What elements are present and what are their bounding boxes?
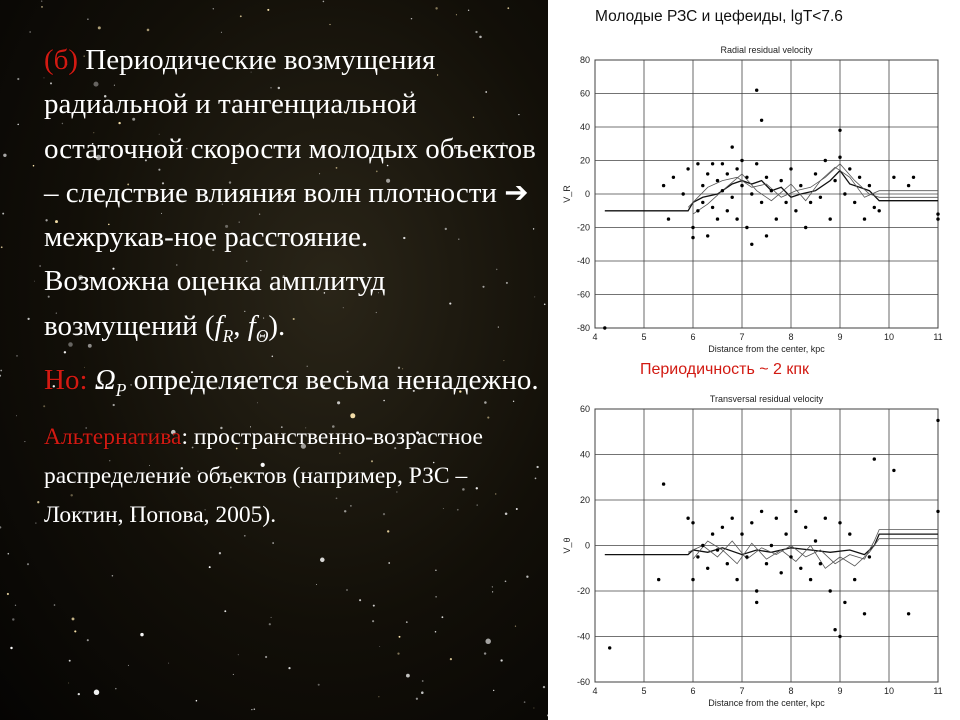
data-point	[838, 635, 841, 638]
x-tick-label: 7	[739, 332, 745, 342]
star	[233, 674, 234, 675]
data-point	[804, 226, 807, 229]
star	[128, 665, 129, 666]
y-tick-label: 0	[584, 540, 590, 551]
star	[68, 682, 69, 683]
x-tick-label: 5	[641, 332, 647, 342]
y-tick-label: -40	[576, 256, 590, 266]
paragraph-density-waves	[44, 38, 544, 259]
star	[484, 652, 486, 654]
paragraph-amplitudes: Возможна оценка амплитуд возмущений ($f_R$, $f_\Theta$).	[44, 265, 386, 346]
data-point	[603, 326, 606, 329]
star	[329, 24, 330, 25]
star	[267, 9, 269, 11]
data-point	[760, 201, 763, 204]
data-point	[863, 612, 866, 615]
star	[10, 647, 12, 649]
data-point	[814, 172, 817, 175]
star	[288, 667, 290, 669]
star	[271, 617, 272, 618]
data-point	[686, 167, 689, 170]
star	[435, 570, 437, 572]
star	[94, 690, 100, 696]
data-point	[775, 517, 778, 520]
y-axis-label: V_θ	[562, 537, 572, 554]
star	[37, 501, 39, 503]
data-point	[745, 176, 748, 179]
data-point	[804, 526, 807, 529]
data-point	[770, 544, 773, 547]
data-point	[662, 482, 665, 485]
charts-svg	[548, 0, 960, 720]
x-tick-label: 11	[933, 686, 943, 696]
data-point	[691, 521, 694, 524]
star	[316, 584, 317, 585]
para2-text: Возможна оценка амплитуд возмущений (	[44, 265, 386, 342]
data-point	[848, 167, 851, 170]
para3-text: определяется весьма ненадежно.	[126, 363, 539, 396]
data-point	[824, 517, 827, 520]
star	[8, 553, 10, 555]
star	[39, 265, 40, 266]
data-point	[706, 567, 709, 570]
y-tick-label: -60	[576, 677, 590, 687]
star	[388, 562, 390, 564]
star	[16, 415, 17, 416]
data-point	[735, 217, 738, 220]
star	[168, 663, 169, 664]
star	[0, 375, 1, 377]
y-tick-label: 40	[579, 122, 590, 132]
x-axis-label: Distance from the center, kpc	[708, 344, 825, 354]
data-point	[721, 162, 724, 165]
data-point	[721, 189, 724, 192]
star	[397, 652, 399, 654]
data-point	[667, 217, 670, 220]
y-tick-label: -20	[576, 586, 590, 596]
data-point	[701, 184, 704, 187]
data-point	[731, 517, 734, 520]
star	[346, 589, 347, 590]
data-point	[706, 234, 709, 237]
star	[379, 646, 380, 647]
data-point	[775, 217, 778, 220]
data-point	[735, 167, 738, 170]
data-point	[789, 555, 792, 558]
data-point	[750, 192, 753, 195]
star	[272, 542, 274, 544]
data-point	[912, 176, 915, 179]
data-point	[819, 562, 822, 565]
data-point	[696, 209, 699, 212]
data-point	[838, 156, 841, 159]
star	[147, 29, 150, 32]
data-point	[750, 521, 753, 524]
data-point	[662, 184, 665, 187]
periodicity-note: Периодичность ~ 2 кпк	[640, 361, 810, 378]
star	[72, 617, 75, 620]
data-point	[716, 217, 719, 220]
star	[265, 656, 267, 658]
star	[373, 605, 375, 607]
star	[238, 654, 239, 655]
data-point	[686, 517, 689, 520]
data-point	[829, 589, 832, 592]
data-point	[755, 89, 758, 92]
chart-title: Transversal residual velocity	[709, 394, 824, 404]
y-tick-label: -20	[576, 222, 590, 233]
data-point	[780, 571, 783, 574]
arrow-right-icon: ➔	[504, 176, 529, 209]
star	[15, 605, 16, 606]
label-b: (б)	[44, 44, 79, 76]
data-point	[726, 172, 729, 175]
star	[224, 610, 226, 612]
star	[378, 696, 379, 697]
star	[468, 10, 469, 11]
star	[7, 593, 9, 595]
data-point	[770, 189, 773, 192]
data-point	[765, 234, 768, 237]
data-point	[726, 562, 729, 565]
star	[251, 709, 252, 710]
data-point	[843, 192, 846, 195]
star	[1, 246, 3, 248]
star	[485, 639, 491, 645]
data-point	[721, 526, 724, 529]
data-point	[755, 162, 758, 165]
star	[421, 691, 424, 694]
y-tick-label: 0	[584, 189, 590, 199]
data-point	[824, 159, 827, 162]
star	[475, 31, 477, 33]
x-tick-label: 10	[883, 686, 895, 696]
chart-radial	[562, 45, 943, 354]
paragraph-alternative: Альтернатива: пространственно-возрастное распределение объектов (например, РЗС – Локтин, Попова, 2005).	[44, 423, 483, 528]
star	[456, 14, 457, 15]
data-point	[726, 209, 729, 212]
star	[416, 698, 418, 700]
data-point	[760, 510, 763, 513]
star	[33, 165, 35, 167]
star	[524, 701, 526, 703]
data-point	[833, 628, 836, 631]
star	[30, 31, 31, 32]
star	[435, 7, 437, 9]
star	[17, 124, 19, 126]
data-point	[740, 159, 743, 162]
paragraph-but	[44, 358, 544, 412]
data-point	[784, 532, 787, 535]
data-point	[716, 548, 719, 551]
data-point	[731, 145, 734, 148]
data-point	[608, 646, 611, 649]
y-tick-label: 60	[579, 404, 590, 414]
data-point	[829, 217, 832, 220]
data-point	[907, 184, 910, 187]
data-point	[878, 209, 881, 212]
data-point	[819, 196, 822, 199]
data-point	[848, 532, 851, 535]
data-point	[765, 562, 768, 565]
data-point	[731, 196, 734, 199]
data-point	[745, 226, 748, 229]
star	[27, 318, 29, 320]
data-point	[892, 176, 895, 179]
star	[254, 708, 256, 710]
para1-text: Периодические возмущения радиальной и тангенциальной остаточной скорости молодых объектов – следствие влияния волн плотности	[44, 44, 536, 209]
star	[411, 18, 412, 19]
data-point	[868, 555, 871, 558]
data-point	[711, 206, 714, 209]
star	[54, 604, 56, 606]
star	[87, 639, 89, 641]
data-point	[838, 521, 841, 524]
x-tick-label: 11	[933, 332, 943, 342]
star	[209, 566, 211, 568]
data-point	[799, 184, 802, 187]
star	[12, 618, 14, 620]
star	[323, 1, 325, 3]
star	[27, 563, 29, 565]
star	[112, 575, 114, 577]
data-point	[936, 217, 939, 220]
star	[406, 621, 408, 623]
data-point	[873, 206, 876, 209]
data-point	[691, 236, 694, 239]
data-point	[907, 612, 910, 615]
para1-text2: межрукав-ное расстояние.	[44, 221, 369, 254]
data-point	[936, 212, 939, 215]
star	[98, 26, 101, 29]
slide-text	[44, 38, 544, 535]
data-point	[873, 457, 876, 460]
data-point	[691, 578, 694, 581]
data-point	[892, 469, 895, 472]
star	[219, 552, 221, 554]
x-tick-label: 6	[690, 332, 696, 342]
y-tick-label: -60	[576, 289, 590, 300]
y-tick-label: 20	[579, 155, 590, 166]
data-point	[765, 176, 768, 179]
data-point	[936, 510, 939, 513]
star	[543, 686, 545, 688]
star	[269, 623, 271, 625]
data-point	[682, 192, 685, 195]
data-point	[784, 201, 787, 204]
data-point	[755, 601, 758, 604]
data-point	[755, 589, 758, 592]
data-point	[672, 176, 675, 179]
y-tick-label: -80	[576, 323, 590, 333]
star	[526, 576, 528, 578]
star	[505, 580, 507, 582]
star	[244, 535, 246, 537]
data-point	[843, 601, 846, 604]
data-point	[936, 419, 939, 422]
y-tick-label: 40	[579, 449, 590, 460]
data-point	[711, 162, 714, 165]
star	[507, 7, 509, 9]
star	[0, 526, 1, 528]
data-point	[863, 217, 866, 220]
data-point	[858, 176, 861, 179]
x-tick-label: 6	[690, 686, 696, 696]
data-point	[711, 532, 714, 535]
star	[492, 586, 493, 587]
data-point	[833, 179, 836, 182]
star	[435, 631, 437, 633]
charts-header: Молодые РЗС и цефеиды, lgT<7.6	[595, 8, 843, 25]
star	[320, 558, 325, 563]
data-point	[780, 179, 783, 182]
data-point	[794, 209, 797, 212]
data-point	[716, 179, 719, 182]
data-point	[853, 578, 856, 581]
star	[41, 6, 43, 8]
star	[35, 523, 36, 524]
f-theta-symbol: $f_\Theta$	[247, 309, 269, 346]
star	[500, 659, 502, 661]
star	[422, 680, 424, 682]
star	[441, 616, 443, 618]
x-tick-label: 9	[837, 332, 843, 342]
label-alternative: Альтернатива	[44, 423, 182, 450]
charts-panel	[548, 0, 960, 720]
x-tick-label: 8	[788, 686, 794, 696]
star	[115, 688, 117, 690]
star	[24, 441, 25, 442]
data-point	[657, 578, 660, 581]
x-tick-label: 4	[592, 332, 598, 342]
star	[2, 213, 4, 215]
data-point	[838, 129, 841, 132]
data-point	[814, 539, 817, 542]
y-tick-label: 20	[579, 495, 590, 505]
x-tick-label: 4	[592, 686, 598, 696]
x-tick-label: 7	[739, 686, 745, 696]
data-point	[691, 226, 694, 229]
y-axis-label: V_R	[562, 185, 572, 203]
data-point	[809, 201, 812, 204]
star	[359, 599, 361, 601]
star	[372, 620, 374, 622]
x-axis-label: Distance from the center, kpc	[708, 698, 825, 708]
star	[435, 596, 437, 598]
star	[544, 303, 546, 305]
f-r-symbol: $f_R$	[214, 309, 234, 346]
star	[69, 660, 71, 662]
star	[78, 693, 80, 695]
star	[87, 18, 89, 20]
data-point	[789, 167, 792, 170]
star	[399, 636, 401, 638]
star	[221, 32, 222, 33]
data-point	[706, 172, 709, 175]
y-tick-label: 80	[579, 55, 590, 65]
star	[17, 78, 19, 80]
star	[74, 630, 76, 632]
x-tick-label: 9	[837, 686, 843, 696]
x-tick-label: 8	[788, 332, 794, 342]
star	[41, 0, 42, 1]
star	[213, 8, 214, 9]
data-point	[809, 578, 812, 581]
data-point	[853, 201, 856, 204]
star	[3, 154, 6, 157]
data-point	[701, 201, 704, 204]
chart-transversal	[562, 394, 943, 708]
data-point	[794, 510, 797, 513]
star	[450, 658, 452, 660]
label-but: Но:	[44, 363, 88, 396]
star	[406, 674, 410, 678]
data-point	[696, 162, 699, 165]
data-point	[799, 567, 802, 570]
star	[240, 15, 242, 17]
x-tick-label: 5	[641, 686, 647, 696]
star	[34, 281, 35, 282]
star	[493, 690, 494, 691]
star	[533, 708, 534, 709]
data-point	[735, 578, 738, 581]
chart-title: Radial residual velocity	[720, 45, 813, 55]
y-tick-label: -40	[576, 631, 590, 642]
omega-p-symbol: $\Omega_P$	[87, 363, 127, 400]
data-point	[868, 184, 871, 187]
star	[318, 684, 320, 686]
star	[492, 591, 493, 592]
data-point	[745, 555, 748, 558]
para4-text: пространственно-возрастное распределение объектов (например, РЗС – Локтин, Попова, 2005).	[44, 423, 483, 528]
data-point	[740, 184, 743, 187]
data-point	[760, 119, 763, 122]
star	[140, 633, 143, 636]
data-point	[701, 544, 704, 547]
star	[515, 626, 516, 627]
y-tick-label: 60	[579, 88, 590, 99]
data-point	[750, 243, 753, 246]
star	[0, 370, 2, 372]
x-tick-label: 10	[883, 332, 895, 342]
data-point	[740, 532, 743, 535]
star	[16, 355, 17, 356]
data-point	[696, 555, 699, 558]
star	[196, 700, 198, 702]
